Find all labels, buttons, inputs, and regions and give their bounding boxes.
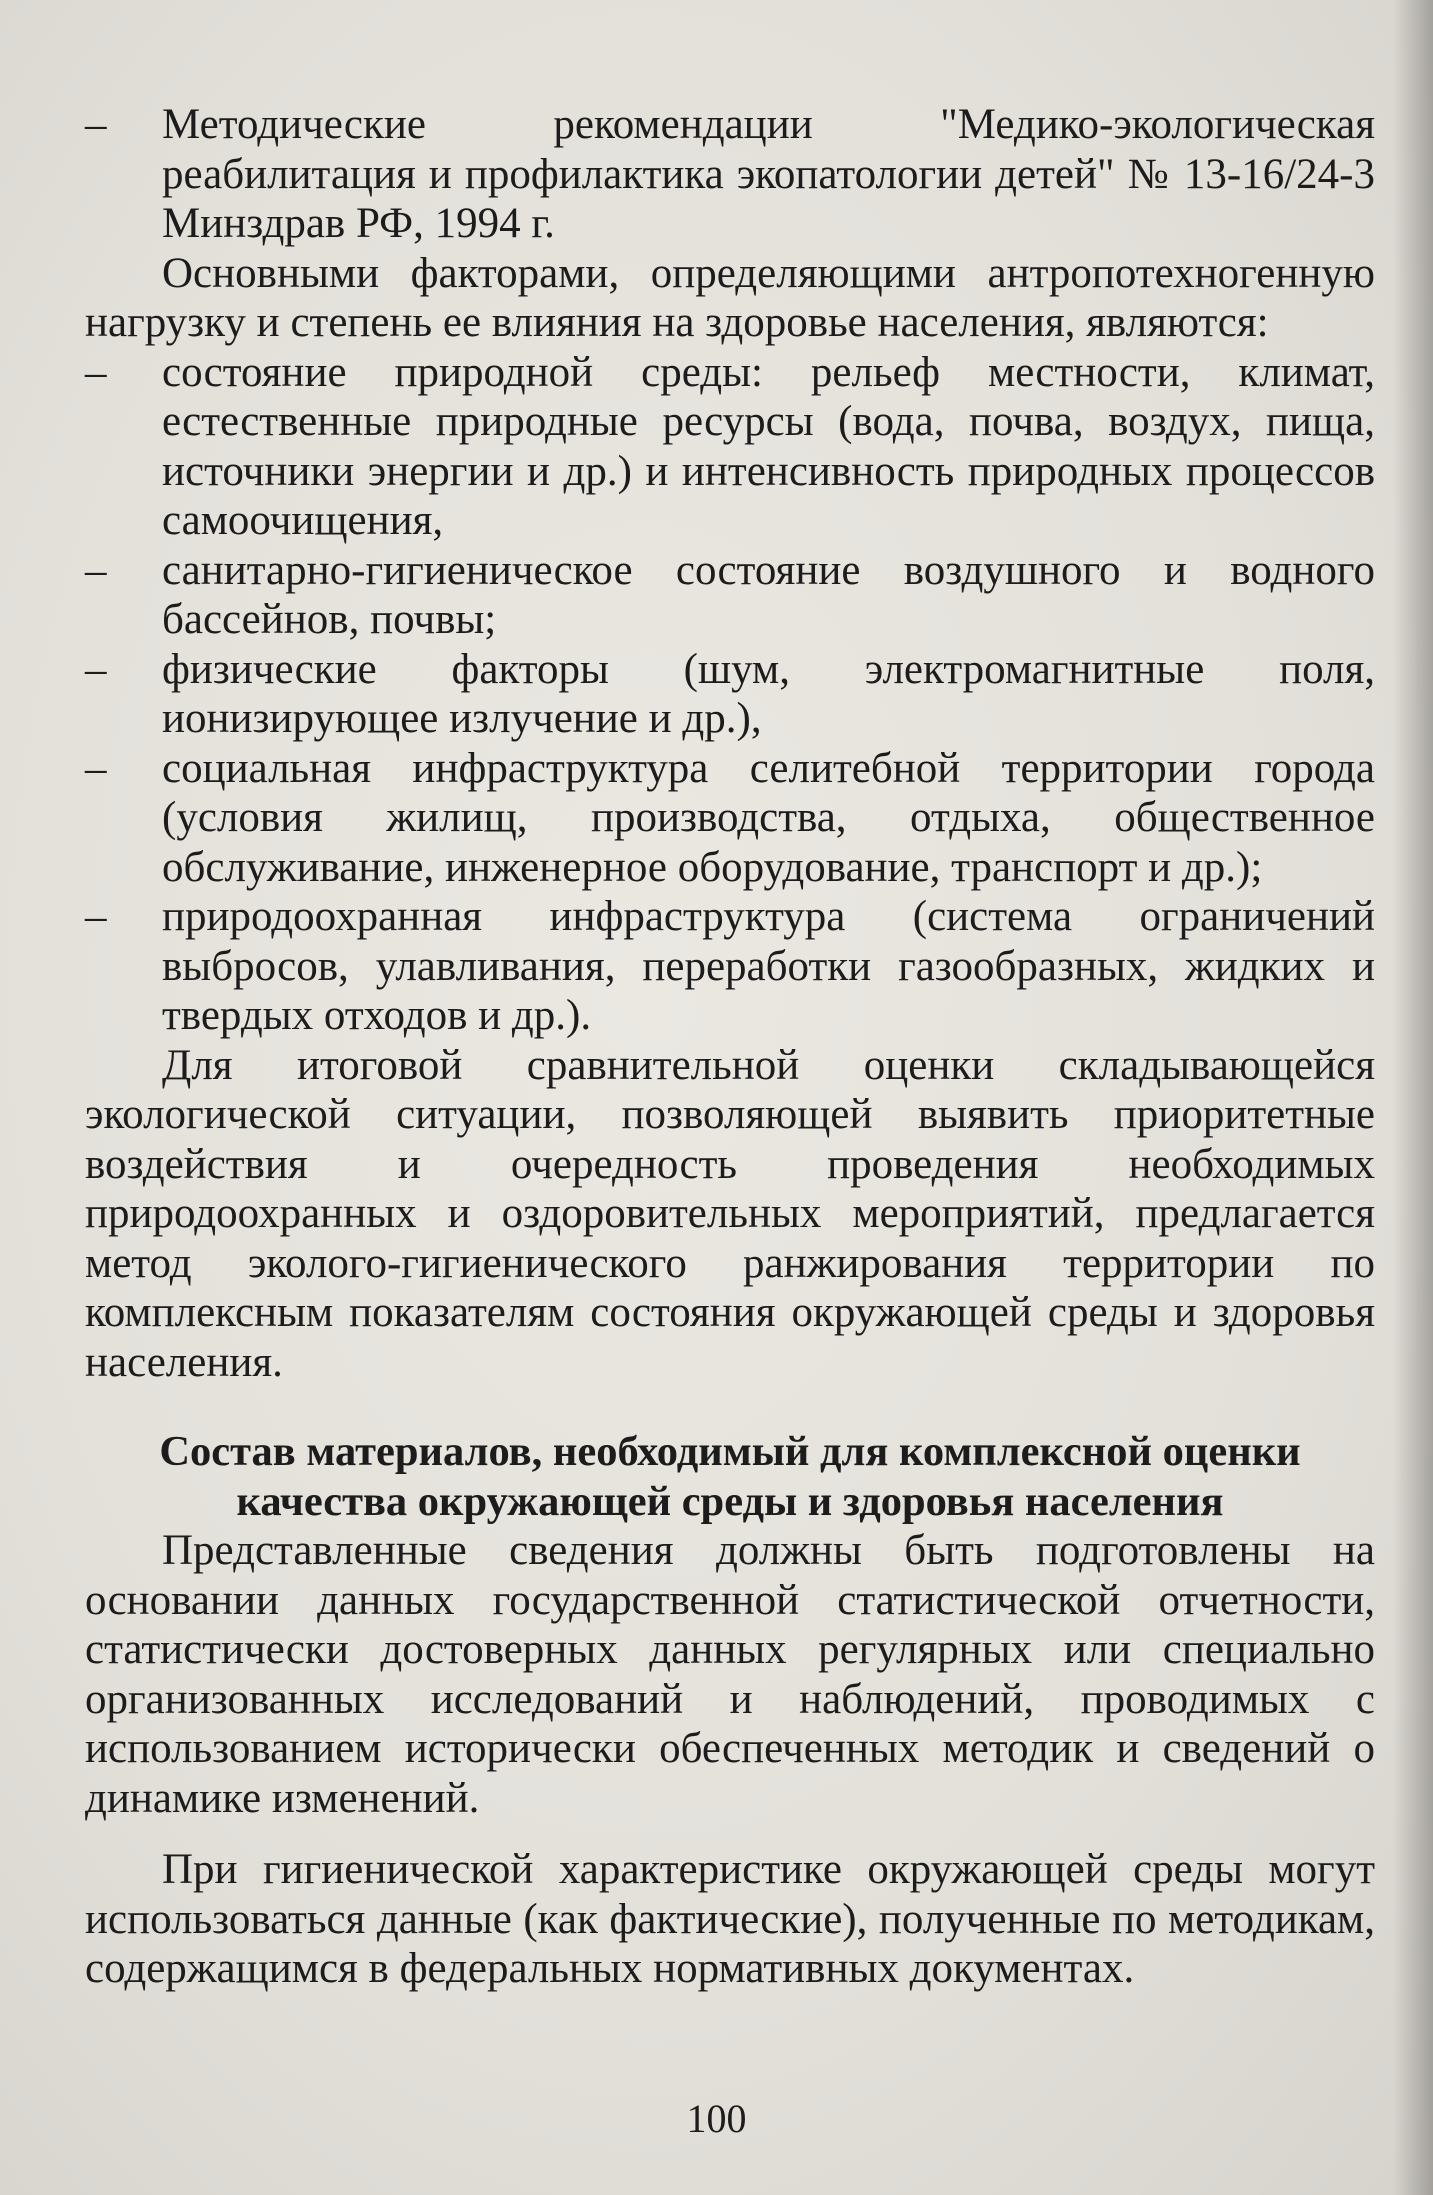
list-item-text: состояние природной среды: рельеф местности, климат, естественные природные ресурсы (вода, почва, воздух, пища, источники энергии и др.) и интенсивность природных процессов самоочищения,	[162, 348, 1375, 544]
list-item-text: Методические рекомендации "Медико-экологическая реабилитация и профилактика экопатологии детей" № 13-16/24-3 Минздрав РФ, 1994 г.	[162, 101, 1375, 247]
section-heading: Состав материалов, необходимый для комплексной оценки качества окружающей среды и здоровья населения	[159, 1428, 1301, 1525]
list-item	[85, 892, 1375, 1041]
paragraph: Для итоговой сравнительной оценки складывающейся экологической ситуации, позволяющей выявить приоритетные воздействия и очередность проведения необходимых природоохранных и оздоровительных мероприятий, предлагается метод эколого-гигиенического ранжирования территории по комплексным показателям состояния окружающей среды и здоровья населения.	[85, 1041, 1375, 1386]
list-dash: –	[85, 893, 107, 940]
page-edge-shadow	[1393, 0, 1433, 2195]
list-dash: –	[85, 645, 107, 693]
paragraph: Основными факторами, определяющими антропотехногенную нагрузку и степень ее влияния на здоровье населения, являются:	[85, 249, 1375, 346]
list-item	[85, 546, 1375, 645]
paragraph: При гигиенической характеристике окружающей среды могут использоваться данные (как фактические), полученные по методикам, содержащимся в федеральных нормативных документах.	[85, 1846, 1375, 1992]
list-dash: –	[85, 101, 107, 148]
paragraph: Представленные сведения должны быть подготовлены на основании данных государственной статистической отчетности, статистически достоверных данных регулярных или специально организованных исследований и наблюдений, проводимых с использованием исторически обеспеченных методик и сведений о динамике изменений.	[85, 1527, 1375, 1822]
list-item	[85, 744, 1375, 893]
list-dash: –	[85, 546, 107, 594]
text-block-bottom	[85, 1526, 1375, 1994]
list-item-text: природоохранная инфраструктура (система ограничений выбросов, улавливания, переработки газообразных, жидких и твердых отходов и др.).	[162, 893, 1375, 1039]
list-item-text: социальная инфраструктура селитебной территории города (условия жилищ, производства, отдыха, общественное обслуживание, инженерное оборудование, транспорт и др.);	[162, 744, 1375, 891]
list-item	[85, 348, 1375, 546]
list-item-text: санитарно-гигиеническое состояние воздушного и водного бассейнов, почвы;	[162, 546, 1375, 643]
page-body	[85, 100, 1375, 1994]
list-dash: –	[85, 348, 107, 396]
list-item	[85, 100, 1375, 249]
page-number: 100	[686, 2096, 747, 2141]
list-item-text: физические факторы (шум, электромагнитные поля, ионизирующее излучение и др.),	[162, 645, 1375, 742]
list-item	[85, 645, 1375, 744]
text-block-top	[85, 100, 1375, 1387]
list-dash: –	[85, 744, 107, 792]
